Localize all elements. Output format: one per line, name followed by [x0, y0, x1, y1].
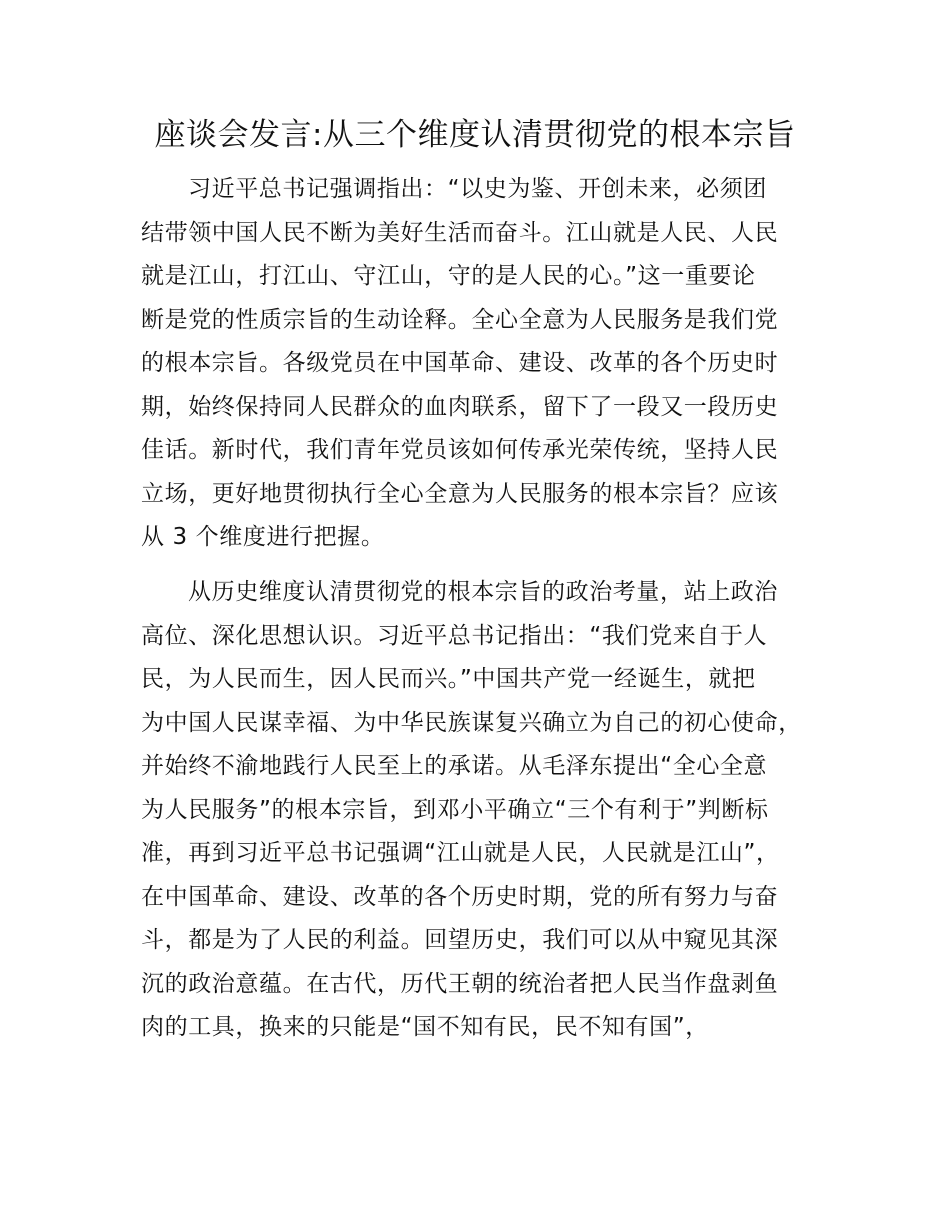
paragraph-line: 的根本宗旨。各级党员在中国革命、建设、改革的各个历史时	[141, 350, 779, 376]
paragraph-line: 结带领中国人民不断为美好生活而奋斗。江山就是人民、人民	[141, 219, 779, 246]
paragraph-line: 为中国人民谋幸福、为中华民族谋复兴确立为自己的初心使命，	[141, 709, 802, 736]
paragraph-line: 高位、深化思想认识。习近平总书记指出：“我们党来自于人	[141, 622, 768, 649]
paragraph-line: 就是江山，打江山、守江山，守的是人民的心。”这一重要论	[141, 263, 756, 289]
paragraph-line: 从历史维度认清贯彻党的根本宗旨的政治考量，站上政治	[188, 579, 778, 605]
paragraph-line: 民，为人民而生，因人民而兴。”中国共产党一经诞生，就把	[141, 666, 756, 692]
paragraph-line: 佳话。新时代，我们青年党员该如何传承光荣传统，坚持人民	[141, 437, 779, 463]
paragraph-line: 并始终不渝地践行人民至上的承诺。从毛泽东提出“全心全意	[141, 753, 768, 779]
paragraph-line: 为人民服务”的根本宗旨，到邓小平确立“三个有利于”判断标	[141, 796, 769, 823]
paragraph-line: 肉的工具，换来的只能是“国不知有民，民不知有国”，	[141, 1014, 709, 1040]
paragraph-1	[141, 168, 831, 560]
paragraph-line: 沉的政治意蕴。在古代，历代王朝的统治者把人民当作盘剥鱼	[141, 970, 779, 997]
paragraph-line: 断是党的性质宗旨的生动诠释。全心全意为人民服务是我们党	[141, 306, 779, 333]
paragraph-line: 准，再到习近平总书记强调“江山就是人民，人民就是江山”，	[141, 840, 780, 866]
paragraph-line: 在中国革命、建设、改革的各个历史时期，党的所有努力与奋	[141, 883, 779, 910]
paragraph-line: 习近平总书记强调指出：“以史为鉴、开创未来，必须团	[188, 176, 767, 202]
paragraph-line: 期，始终保持同人民群众的血肉联系，留下了一段又一段历史	[141, 393, 779, 420]
paragraph-line: 立场，更好地贯彻执行全心全意为人民服务的根本宗旨？应该	[141, 480, 779, 507]
document-title: 座谈会发言:从三个维度认清贯彻党的根本宗旨	[154, 117, 796, 153]
paragraph-line: 斗，都是为了人民的利益。回望历史，我们可以从中窥见其深	[141, 927, 779, 953]
paragraph-line: 从 3 个维度进行把握。	[141, 524, 385, 550]
paragraph-2	[141, 571, 831, 1050]
